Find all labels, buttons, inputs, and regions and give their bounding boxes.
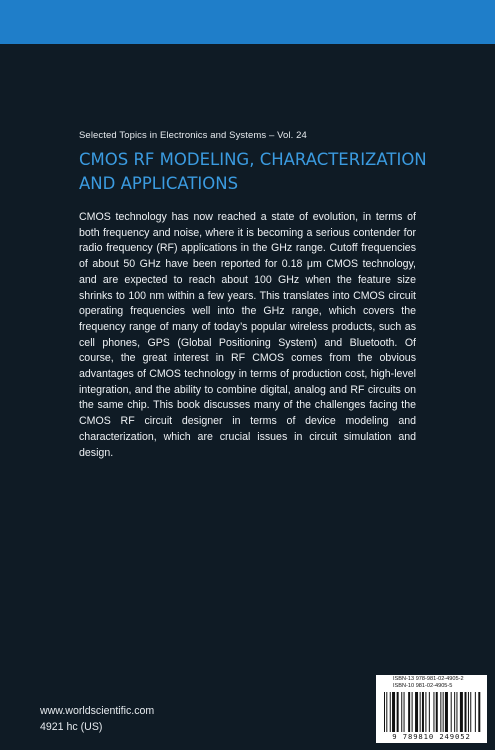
catalog-code: 4921 hc (US) <box>40 721 103 733</box>
barcode-icon <box>380 692 483 732</box>
publisher-info <box>40 703 154 735</box>
barcode-number: 9 789810 249052 <box>392 732 471 741</box>
book-title <box>79 148 479 196</box>
series-line: Selected Topics in Electronics and Systems – Vol. 24 <box>79 130 307 141</box>
isbn-13-text: ISBN-13 978-981-02-4905-2 <box>393 676 464 682</box>
book-description: CMOS technology has now reached a state of evolution, in terms of both frequency and noise, where it is becoming a serious contender for radio frequency (RF) applications in the GHz range. Cutoff frequencies of about 50 GHz have been reported for 0.18 μm CMOS technology, and are expected to reach about 100 GHz when the feature size shrinks to 100 nm within a few years. This translates into CMOS circuit operating frequencies well into the GHz range, which covers the frequency range of many of today’s popular wireless products, such as cell phones, GPS (Global Positioning System) and Bluetooth. Of course, the great interest in RF CMOS comes from the obvious advantages of CMOS technology in terms of production cost, high-level integration, and the ability to combine digital, analog and RF circuits on the same chip. This book discusses many of the challenges facing the CMOS RF circuit designer in terms of device modeling and characterization, which are crucial issues in circuit simulation and design. <box>79 211 416 459</box>
isbn-10-text: ISBN-10 981-02-4905-5 <box>393 683 453 689</box>
top-accent-band <box>0 0 495 44</box>
barcode-label <box>376 675 487 743</box>
book-title-line-2: AND APPLICATIONS <box>79 174 239 193</box>
publisher-website: www.worldscientific.com <box>40 705 155 717</box>
book-title-line-1: CMOS RF MODELING, CHARACTERIZATION <box>79 150 427 169</box>
